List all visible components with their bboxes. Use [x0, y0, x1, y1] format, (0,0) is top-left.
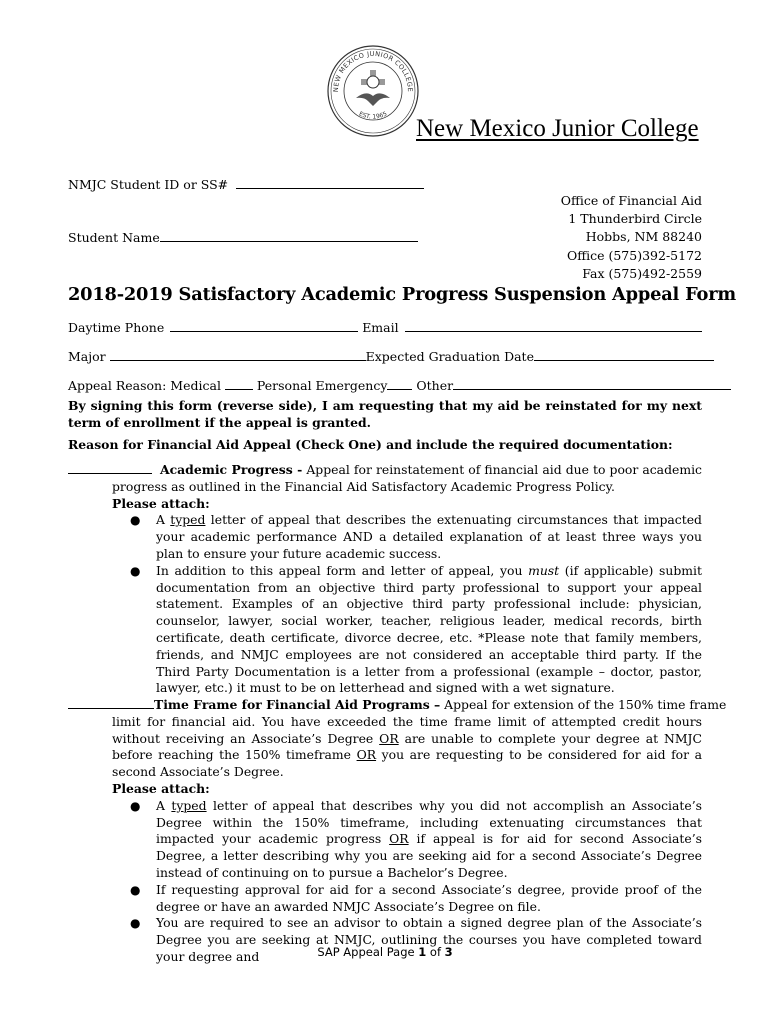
- list-item: ● A typed letter of appeal that describes the extenuating circumstances that impacted your academic performance AND a detailed explanation of at least three ways you plan to ensure your future academic success.: [130, 512, 702, 561]
- list-item: ● If requesting approval for aid for a second Associate’s degree, provide proof of the degree or have an awarded NMJC Associate’s Degree on file.: [130, 881, 702, 914]
- time-frame-check-line[interactable]: [68, 696, 154, 709]
- medical-checkbox-line[interactable]: [225, 377, 253, 390]
- page-footer: SAP Appeal Page 1 of 3: [317, 945, 453, 959]
- student-name-input-line[interactable]: [160, 229, 418, 242]
- academic-progress-intro-line: [68, 461, 702, 479]
- bullet-icon: ●: [130, 882, 141, 897]
- student-id-label: NMJC Student ID or SS#: [68, 177, 229, 192]
- page-number: 1: [418, 945, 427, 959]
- major-graduation-row: [68, 348, 714, 364]
- academic-progress-title: Academic Progress -: [160, 462, 303, 477]
- section-academic-progress: [68, 461, 702, 697]
- personal-emergency-checkbox-line[interactable]: [387, 377, 412, 390]
- office-contact-block: [561, 192, 702, 283]
- signing-statement: By signing this form (reverse side), I am requesting that my aid be reinstated for my next term of enrollment if the appeal is granted.: [68, 398, 702, 430]
- appeal-reason-row: [68, 377, 731, 393]
- email-input-line[interactable]: [405, 319, 702, 332]
- time-frame-intro-cont: limit for financial aid. You have exceeded the time frame limit of attempted credit hours without receiving an Associate’s Degree OR are unable to complete your degree at NMJC before reaching the 150% timeframe OR you are requesting to be considered for aid for a second Associate’s Degree.: [112, 713, 702, 780]
- daytime-phone-input-line[interactable]: [170, 319, 358, 332]
- office-phone: Office (575)392-5172: [566, 247, 702, 263]
- student-name-label: Student Name: [68, 230, 160, 245]
- svg-text:EST. 1965: EST. 1965: [357, 110, 389, 121]
- page-total: 3: [444, 945, 453, 959]
- expected-graduation-input-line[interactable]: [534, 348, 714, 361]
- academic-progress-intro-cont: progress as outlined in the Financial Aid Satisfactory Academic Progress Policy.: [112, 478, 615, 494]
- bullet-icon: ●: [130, 513, 141, 528]
- academic-progress-check-line[interactable]: [68, 461, 152, 474]
- major-input-line[interactable]: [110, 348, 366, 361]
- other-input-line[interactable]: [453, 377, 731, 390]
- academic-progress-requirements: [112, 512, 702, 697]
- footer-label: SAP Appeal Page: [317, 945, 419, 959]
- student-id-input-line[interactable]: [236, 176, 424, 189]
- form-title: 2018-2019 Satisfactory Academic Progress Suspension Appeal Form: [68, 284, 736, 305]
- daytime-phone-label: Daytime Phone: [68, 320, 165, 335]
- list-item: ● In addition to this appeal form and letter of appeal, you must (if applicable) submit documentation from an objective third party professional to support your appeal statement. Examples of an objective third party professional include: physician, counselor, lawyer, social worker, teacher, religious leader, medical records, birth certificate, death certificate, divorce decree, etc. *Please note that family members, friends, and NMJC employees are not considered an acceptable third party. If the Third Party Documentation is a letter from a professional (example – doctor, pastor, lawyer, etc.) it must to be on letterhead and signed with a wet signature.: [130, 562, 702, 696]
- svg-text:NEW MEXICO JUNIOR COLLEGE: NEW MEXICO JUNIOR COLLEGE: [331, 49, 415, 93]
- list-item: ● You are required to see an advisor to obtain a signed degree plan of the Associate’s Degree you are seeking at NMJC, outlining the courses you have completed toward your degree and: [130, 915, 702, 964]
- bullet-icon: ●: [130, 916, 141, 931]
- appeal-reason-medical-label: Appeal Reason: Medical: [68, 378, 221, 393]
- time-frame-requirements: [112, 798, 702, 966]
- email-label: Email: [362, 320, 399, 335]
- reason-heading: Reason for Financial Aid Appeal (Check One) and include the required documentation:: [68, 437, 673, 452]
- office-address: 1 Thunderbird Circle: [568, 211, 702, 227]
- expected-graduation-label: Expected Graduation Date: [365, 349, 534, 364]
- academic-progress-intro-text: Appeal for reinstatement of financial aid due to poor academic: [306, 462, 702, 477]
- office-name: Office of Financial Aid: [560, 193, 702, 208]
- college-seal-logo: [326, 44, 420, 138]
- major-label: Major: [68, 349, 106, 364]
- bullet-icon: ●: [130, 798, 141, 813]
- personal-emergency-label: Personal Emergency: [256, 378, 388, 393]
- college-name-heading: New Mexico Junior College: [416, 115, 699, 142]
- please-attach-label: Please attach:: [112, 780, 210, 796]
- time-frame-title: Time Frame for Financial Aid Programs –: [154, 697, 441, 712]
- please-attach-label: Please attach:: [112, 495, 210, 511]
- phone-email-row: [68, 319, 702, 335]
- office-fax: Fax (575)492-2559: [582, 265, 702, 281]
- list-item: ● A typed letter of appeal that describes why you did not accomplish an Associate’s Degree within the 150% timeframe, including extenuating circumstances that impacted your academic progress OR if appeal is for aid for second Associate’s Degree, a letter describing why you are seeking aid for a second Associate’s Degree instead of continuing on to pursue a Bachelor’s Degree.: [130, 797, 703, 880]
- student-name-field: [68, 229, 418, 245]
- time-frame-intro-text: Appeal for extension of the 150% time frame: [440, 697, 727, 712]
- office-city: Hobbs, NM 88240: [585, 229, 702, 245]
- bullet-icon: ●: [130, 563, 141, 578]
- section-time-frame: [68, 696, 727, 966]
- time-frame-intro-line: [68, 696, 727, 714]
- other-label: Other: [416, 378, 454, 393]
- student-id-field: [68, 176, 424, 192]
